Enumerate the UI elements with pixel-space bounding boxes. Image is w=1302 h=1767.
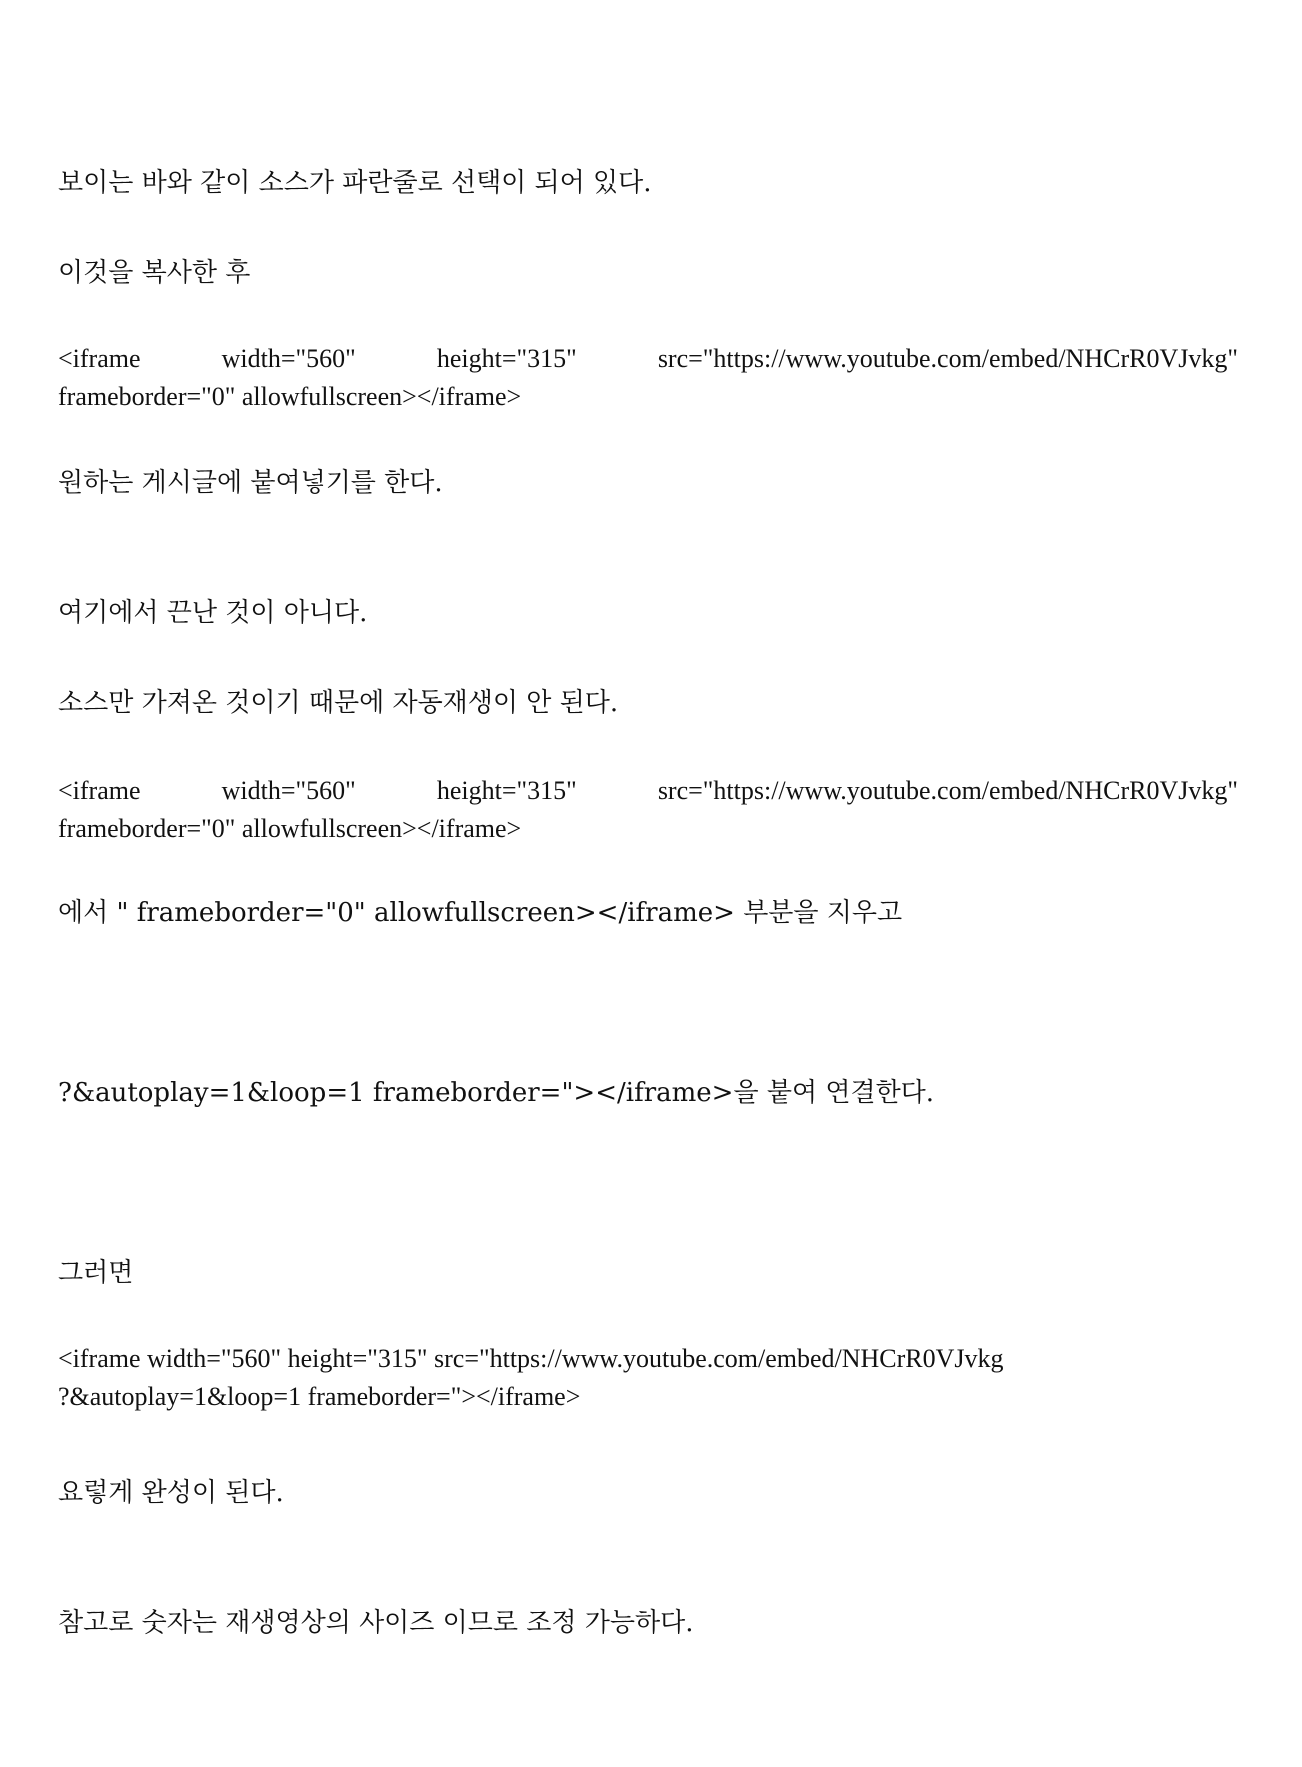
paragraph-append-instruction: ?&autoplay=1&loop=1 frameborder="></iframe>을 붙여 연결한다. bbox=[58, 1078, 935, 1108]
code-block-repeat-line-1 bbox=[58, 772, 1238, 810]
code-block-result-line-1: <iframe width="560" height="315" src="https://www.youtube.com/embed/NHCrR0VJvkg bbox=[58, 1344, 1004, 1373]
code-token: src="https://www.youtube.com/embed/NHCrR0VJvkg" bbox=[657, 776, 1238, 805]
code-token: src="https://www.youtube.com/embed/NHCrR0VJvkg" bbox=[657, 344, 1238, 373]
paragraph-delete-instruction: 에서 " frameborder="0" allowfullscreen></iframe> 부분을 지우고 bbox=[58, 898, 903, 928]
code-token: <iframe bbox=[58, 344, 141, 373]
code-token: width="560" bbox=[221, 776, 356, 805]
paragraph-then: 그러면 bbox=[58, 1258, 134, 1288]
code-block-original-line-1 bbox=[58, 340, 1238, 378]
code-token: height="315" bbox=[436, 344, 577, 373]
code-block-original bbox=[58, 340, 1238, 416]
paragraph-no-autoplay: 소스만 가져온 것이기 때문에 자동재생이 안 된다. bbox=[58, 688, 619, 718]
paragraph-copy-instruction: 이것을 복사한 후 bbox=[58, 258, 251, 288]
code-token: <iframe bbox=[58, 776, 141, 805]
paragraph-not-finished: 여기에서 끈난 것이 아니다. bbox=[58, 598, 368, 628]
paragraph-complete: 요렇게 완성이 된다. bbox=[58, 1478, 284, 1508]
code-block-repeat-line-2: frameborder="0" allowfullscreen></iframe> bbox=[58, 814, 522, 843]
code-block-result-line-2: ?&autoplay=1&loop=1 frameborder="></iframe> bbox=[58, 1382, 581, 1411]
code-token: width="560" bbox=[221, 344, 356, 373]
code-block-repeat bbox=[58, 772, 1238, 848]
paragraph-paste-instruction: 원하는 게시글에 붙여넣기를 한다. bbox=[58, 468, 443, 498]
code-token: height="315" bbox=[436, 776, 577, 805]
code-block-original-line-2: frameborder="0" allowfullscreen></iframe> bbox=[58, 382, 522, 411]
code-block-result bbox=[58, 1340, 1238, 1416]
paragraph-size-note: 참고로 숫자는 재생영상의 사이즈 이므로 조정 가능하다. bbox=[58, 1608, 694, 1638]
paragraph-selection-note: 보이는 바와 같이 소스가 파란줄로 선택이 되어 있다. bbox=[58, 168, 652, 198]
